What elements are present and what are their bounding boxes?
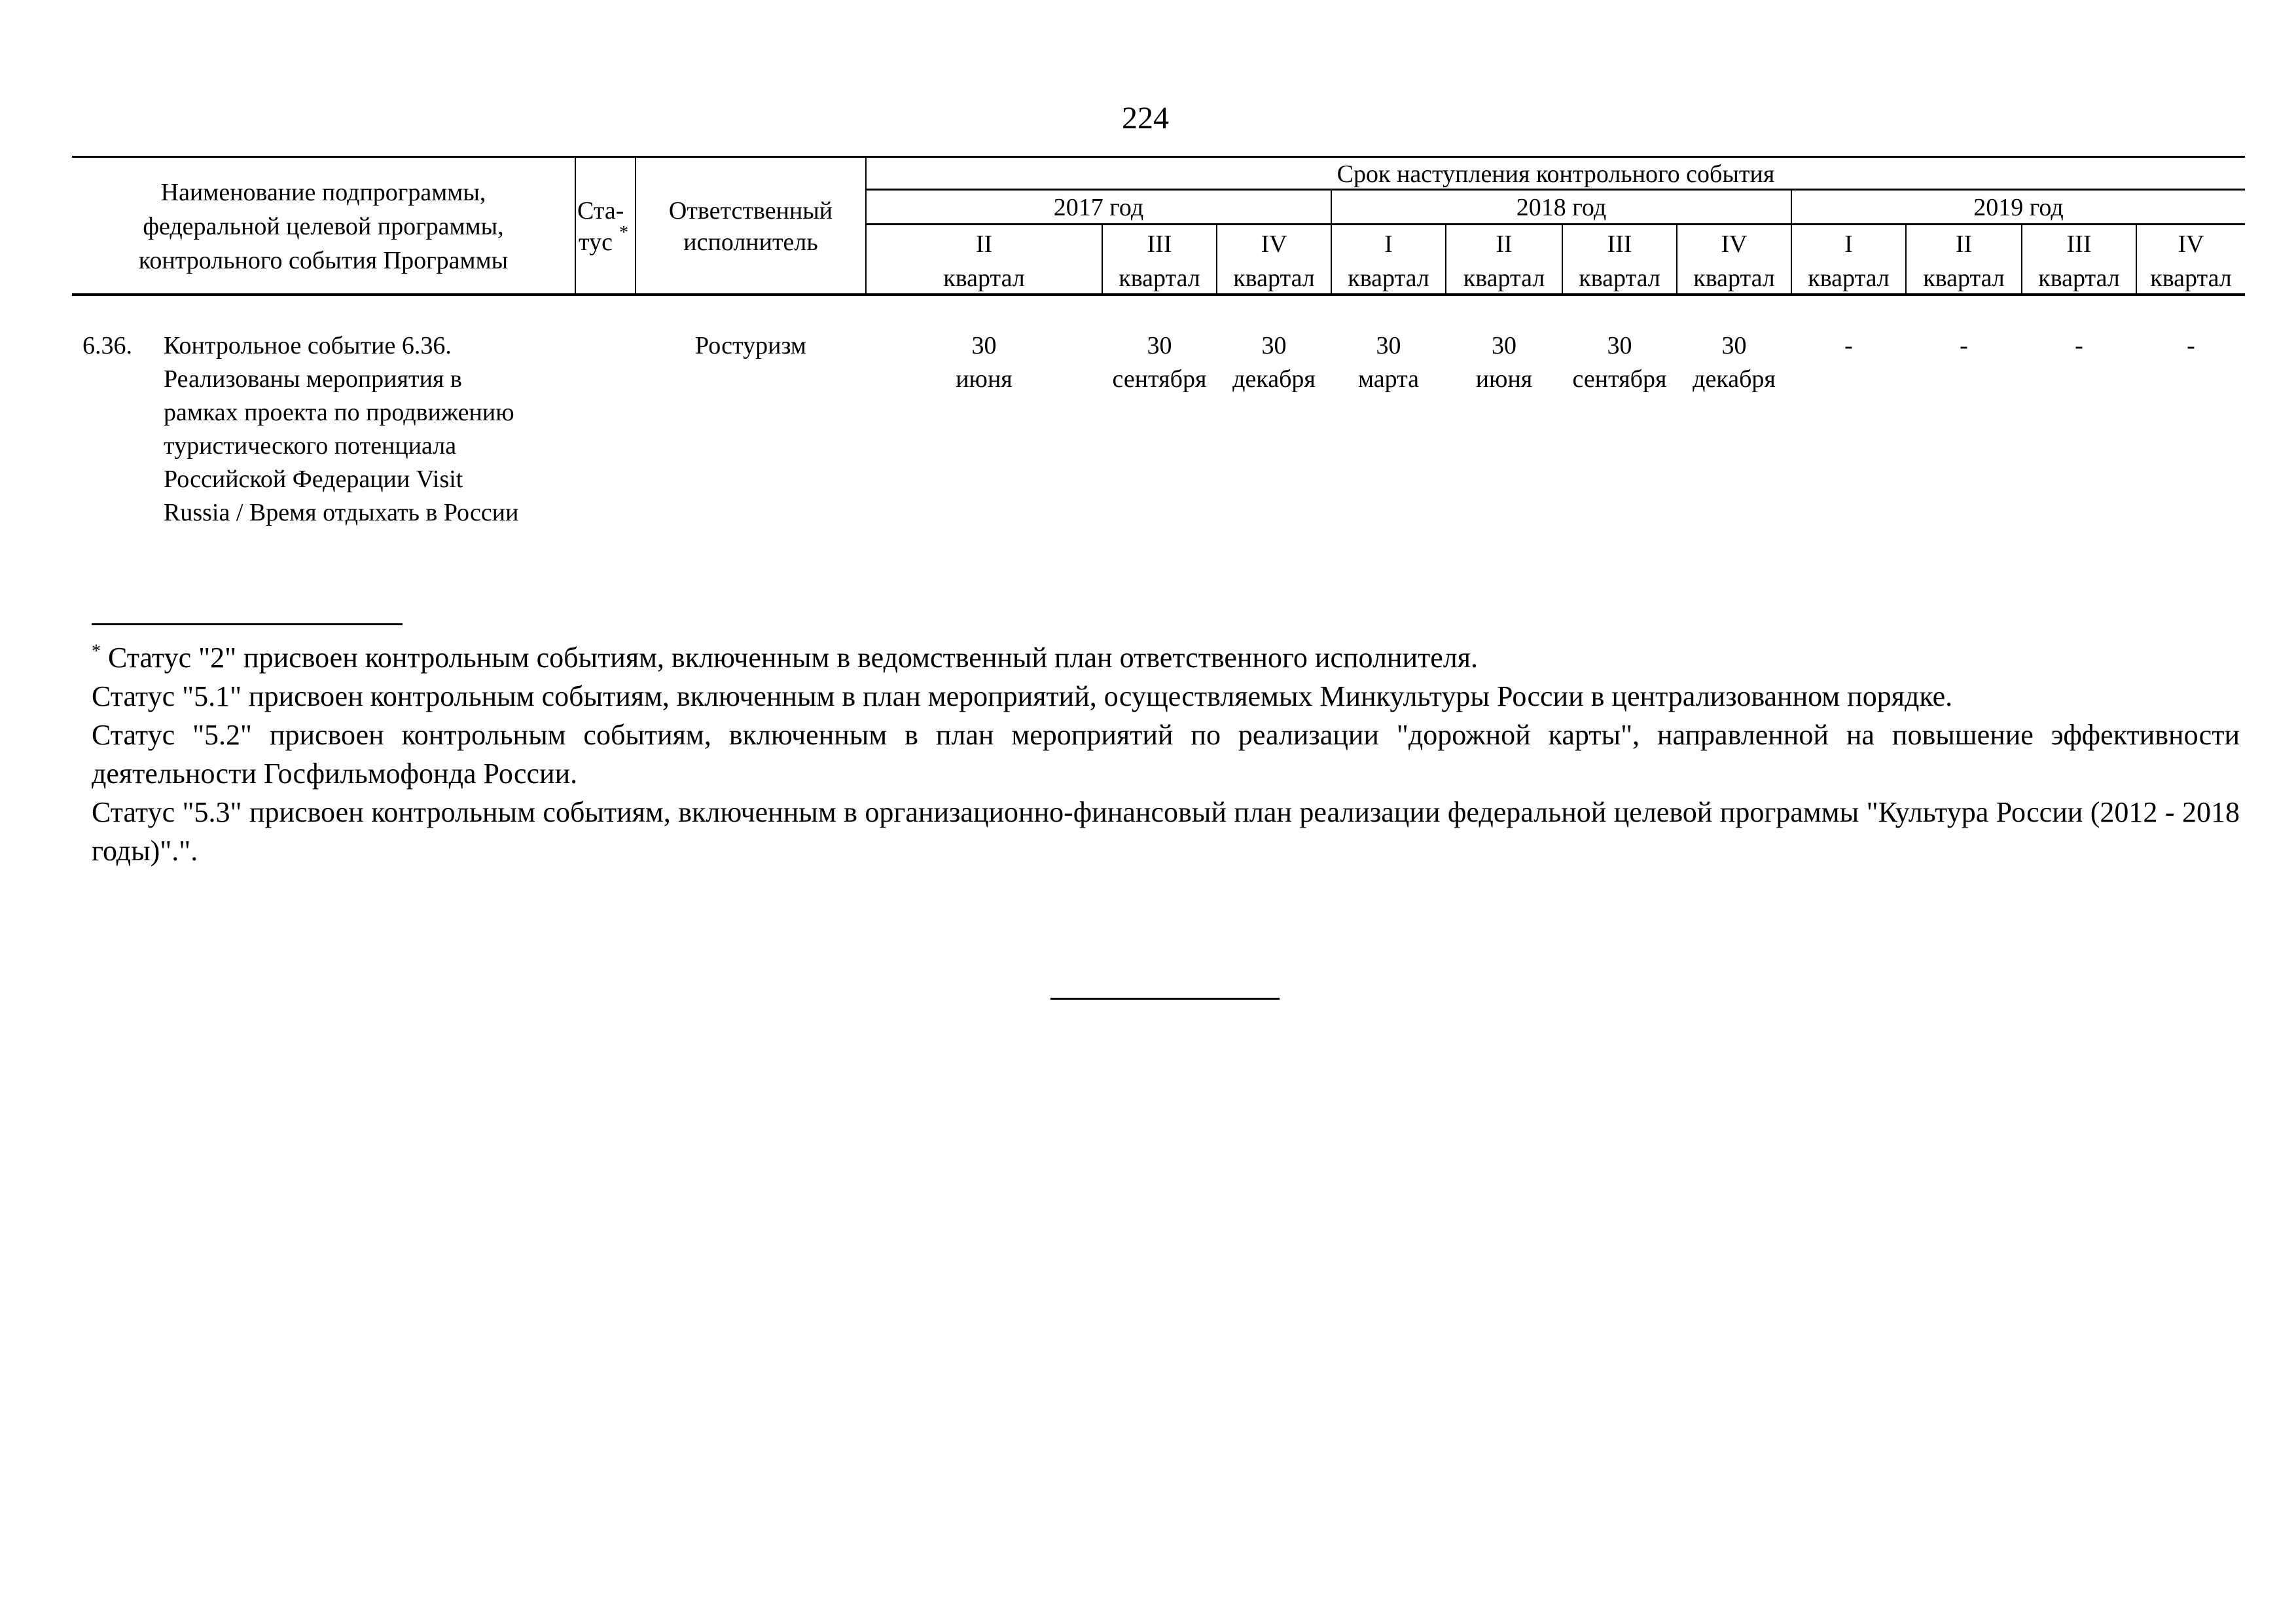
row-name-line-1: Контрольное событие 6.36. [164, 332, 452, 359]
date-day: 30 [1721, 332, 1747, 359]
header-quarter-word: квартал [1808, 264, 1890, 292]
header-year-2018: 2018 год [1516, 194, 1607, 221]
header-quarter-num: III [1607, 230, 1632, 258]
header-status-mark: * [619, 223, 628, 243]
date-month: марта [1357, 365, 1420, 393]
date-month: декабря [1232, 365, 1316, 393]
footnote-paragraph: Статус "5.3" присвоен контрольным событиям, включенным в организационно-финансовый план реализации федеральной целевой программы "Культура России (2012 - 2018 годы)".". [92, 796, 2240, 867]
footnote-separator [92, 623, 403, 625]
footnote-paragraph: Статус "5.1" присвоен контрольным событиям, включенным в план мероприятий, осуществляемых Минкультуры России в централизованном порядке. [92, 680, 1953, 712]
row-name-line-5: Российской Федерации Visit [164, 465, 463, 493]
header-executor-line-1: Ответственный [668, 197, 833, 225]
header-quarter-num: III [2066, 230, 2092, 258]
header-quarter-num: III [1147, 230, 1172, 258]
header-quarter-word: квартал [1693, 264, 1775, 292]
end-separator [1050, 998, 1280, 1000]
row-name-line-3: рамках проекта по продвижению [164, 399, 514, 426]
date-day: 30 [1492, 332, 1516, 359]
date-day: - [1844, 332, 1853, 359]
header-name-line-1: Наименование подпрограммы, [160, 179, 486, 206]
header-quarter-num: I [1384, 230, 1393, 258]
header-quarter-word: квартал [2150, 264, 2232, 292]
header-status-line-1: Ста- [577, 197, 624, 225]
header-quarter-num: II [1955, 230, 1973, 258]
header-name-line-3: контрольного события Программы [138, 247, 509, 274]
row-executor: Ростуризм [695, 332, 806, 359]
page-number: 224 [1122, 101, 1169, 136]
header-deadline-title: Срок наступления контрольного события [1336, 160, 1775, 188]
header-quarter-word: квартал [943, 264, 1025, 292]
date-day: 30 [1261, 332, 1287, 359]
row-number: 6.36. [82, 332, 132, 359]
header-quarter-word: квартал [2038, 264, 2120, 292]
footnote-paragraph: * Статус "2" присвоен контрольным событиям, включенным в ведомственный план ответственного исполнителя. [92, 641, 1478, 674]
header-quarter-num: II [975, 230, 993, 258]
date-month: июня [956, 365, 1013, 393]
header-quarter-num: IV [1721, 230, 1748, 258]
header-year-2017: 2017 год [1053, 194, 1144, 221]
header-year-2019: 2019 год [1973, 194, 2064, 221]
date-day: 30 [1147, 332, 1172, 359]
header-quarter-word: квартал [1463, 264, 1545, 292]
header-status-line-2: тус [579, 228, 613, 256]
row-name-line-2: Реализованы мероприятия в [164, 365, 462, 393]
header-quarter-num: IV [2178, 230, 2204, 258]
date-month: декабря [1693, 365, 1776, 393]
date-day: - [2075, 332, 2083, 359]
header-quarter-word: квартал [1119, 264, 1200, 292]
header-quarter-num: IV [1261, 230, 1287, 258]
header-quarter-word: квартал [1348, 264, 1429, 292]
date-month: сентября [1112, 365, 1207, 393]
row-name-line-4: туристического потенциала [164, 432, 457, 460]
date-day: 30 [1376, 332, 1401, 359]
header-executor-line-2: исполнитель [683, 228, 818, 256]
date-month: июня [1475, 365, 1533, 393]
date-day: - [1960, 332, 1968, 359]
header-quarter-num: II [1496, 230, 1513, 258]
footnote-mark: * [92, 641, 101, 662]
header-quarter-word: квартал [1579, 264, 1660, 292]
header-name-line-2: федеральной целевой программы, [143, 213, 504, 240]
row-name-line-6: Russia / Время отдыхать в России [164, 499, 519, 526]
date-day: 30 [971, 332, 997, 359]
footnote-paragraph: Статус "5.2" присвоен контрольным событиям, включенным в план мероприятий по реализации "дорожной карты", направленной на повышение эффективности деятельности Госфильмофонда России. [92, 719, 2240, 790]
header-quarter-word: квартал [1923, 264, 2005, 292]
date-day: - [2187, 332, 2195, 359]
date-day: 30 [1607, 332, 1632, 359]
header-quarter-num: I [1844, 230, 1853, 258]
footnotes [92, 638, 2240, 870]
date-month: сентября [1572, 365, 1667, 393]
header-quarter-word: квартал [1233, 264, 1315, 292]
